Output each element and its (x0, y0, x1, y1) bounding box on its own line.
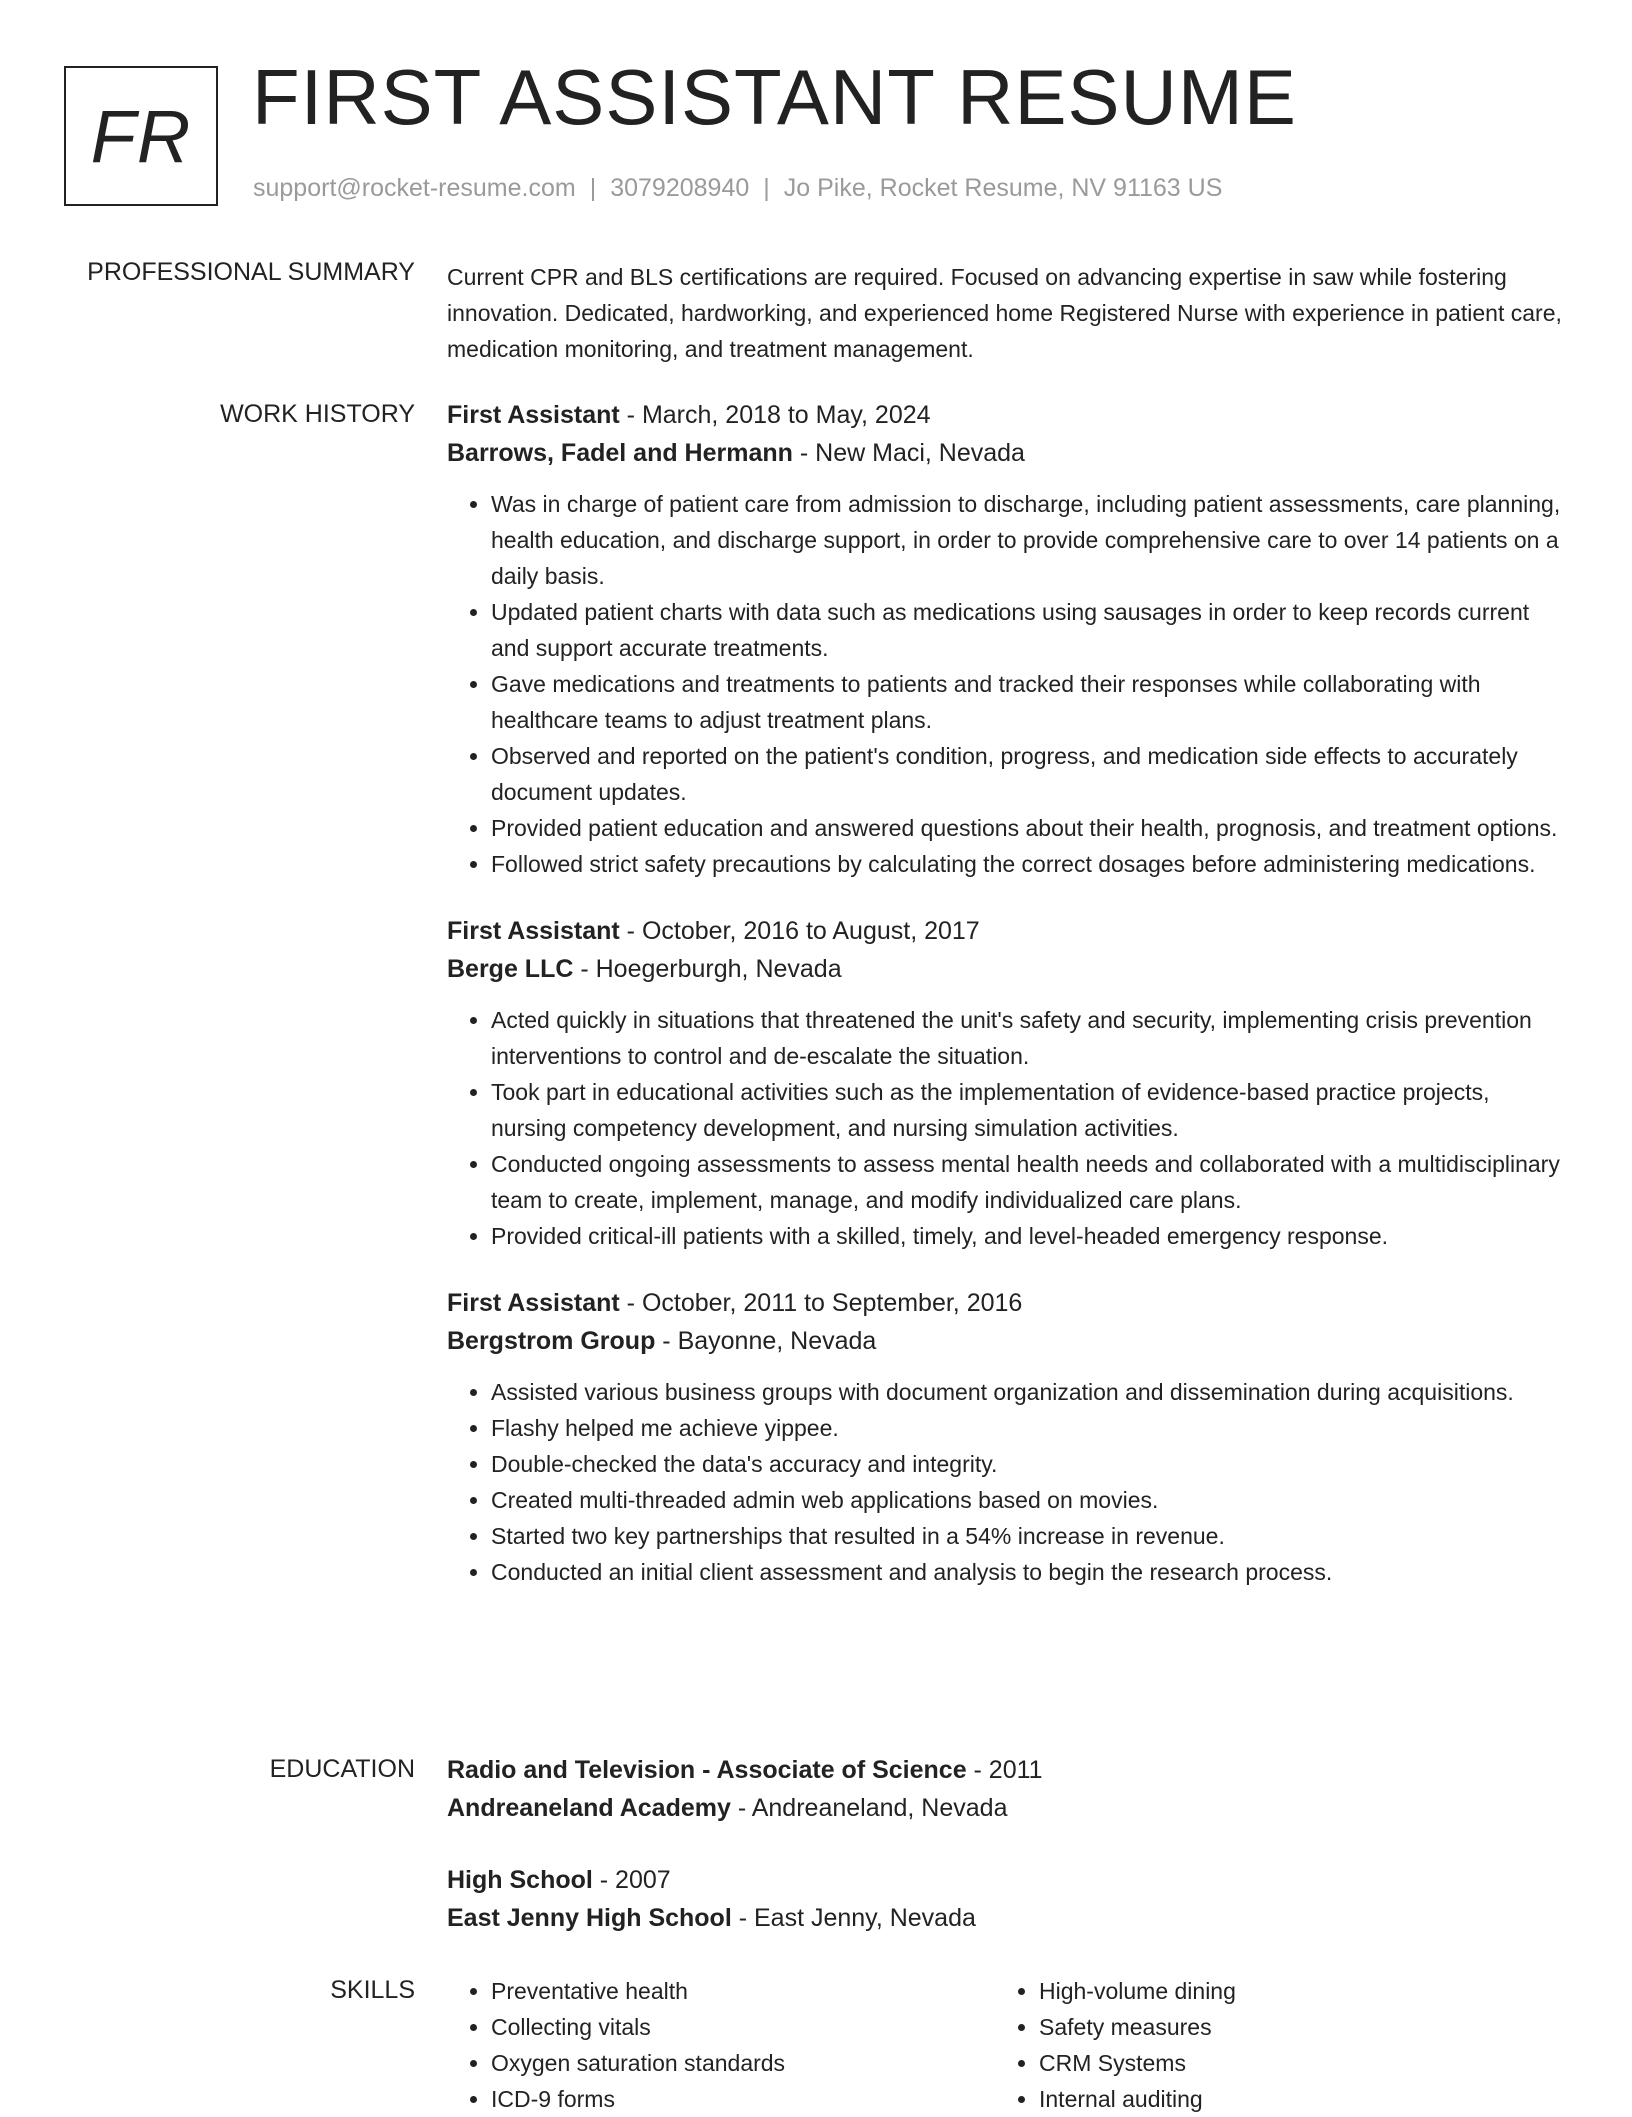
section-label-skills: SKILLS (330, 1976, 415, 2004)
job-company-line (447, 950, 1567, 988)
skill-item: • ICD-9 forms (491, 2081, 995, 2117)
summary-text: Current CPR and BLS certifications are required. Focused on advancing expertise in saw while fostering innovation. Dedicated, hardworking, and experienced home Registered Nurse with experience in patient care, medication monitoring, and treatment management. (447, 264, 1562, 362)
skill-item: • Oxygen saturation standards (491, 2045, 995, 2081)
job-bullet: • Assisted various business groups with document organization and dissemination during acquisitions. (491, 1374, 1567, 1410)
education-entry (447, 1751, 1567, 1827)
skill-item: • High-volume dining (1039, 1973, 1543, 2009)
education-year: - 2007 (592, 1866, 671, 1894)
job-bullet: • Was in charge of patient care from admission to discharge, including patient assessments, care planning, health education, and discharge support, in order to provide comprehensive care to over 14 patients on a daily basis. (491, 486, 1567, 594)
contact-separator: | (763, 174, 770, 202)
job-location: - Hoegerburgh, Nevada (573, 955, 842, 983)
job-location: - New Maci, Nevada (792, 439, 1025, 467)
job-bullet-list (447, 486, 1567, 882)
job-entry (447, 1284, 1567, 1590)
monogram-badge (64, 66, 218, 206)
skills-grid (447, 1973, 1567, 2117)
job-bullet: • Gave medications and treatments to patients and tracked their responses while collaborating with healthcare teams to adjust treatment plans. (491, 666, 1567, 738)
job-bullet: • Started two key partnerships that resulted in a 54% increase in revenue. (491, 1518, 1567, 1554)
education-location: - Andreaneland, Nevada (730, 1794, 1008, 1822)
education-location: - East Jenny, Nevada (731, 1904, 976, 1932)
job-bullet: • Double-checked the data's accuracy and integrity. (491, 1446, 1567, 1482)
work-history-list (447, 396, 1567, 1620)
resume-title: FIRST ASSISTANT RESUME (252, 53, 1297, 141)
job-company: Berge LLC (447, 955, 574, 983)
skill-item: • Preventative health (491, 1973, 995, 2009)
job-bullet: • Provided critical-ill patients with a skilled, timely, and level-headed emergency response. (491, 1218, 1567, 1254)
contact-separator: | (589, 174, 597, 202)
job-title-line (447, 1284, 1567, 1322)
education-degree-line (447, 1861, 1567, 1899)
job-bullet: • Conducted an initial client assessment and analysis to begin the research process. (491, 1554, 1567, 1590)
job-bullet: • Followed strict safety precautions by calculating the correct dosages before administering medications. (491, 846, 1567, 882)
contact-line (253, 174, 1222, 203)
job-bullet: • Updated patient charts with data such as medications using sausages in order to keep records current and support accurate treatments. (491, 594, 1567, 666)
section-label-education: EDUCATION (269, 1755, 415, 1783)
job-bullet: • Observed and reported on the patient's condition, progress, and medication side effects to accurately document updates. (491, 738, 1567, 810)
job-bullet-list (447, 1374, 1567, 1590)
education-school-line (447, 1789, 1567, 1827)
job-location: - Bayonne, Nevada (655, 1327, 877, 1355)
job-title: First Assistant (447, 917, 620, 945)
job-company-line (447, 1322, 1567, 1360)
job-company: Bergstrom Group (447, 1327, 656, 1355)
education-degree: Radio and Television - Associate of Science (447, 1756, 967, 1784)
education-entry (447, 1861, 1567, 1937)
education-school: Andreaneland Academy (447, 1794, 731, 1822)
section-label-summary: PROFESSIONAL SUMMARY (87, 258, 415, 286)
job-bullet: • Conducted ongoing assessments to assess mental health needs and collaborated with a multidisciplinary team to create, implement, manage, and modify individualized care plans. (491, 1146, 1567, 1218)
skill-item: • Collecting vitals (491, 2009, 995, 2045)
job-company-line (447, 434, 1567, 472)
section-label-work-history: WORK HISTORY (220, 400, 415, 428)
job-title: First Assistant (447, 1289, 620, 1317)
job-bullet: • Flashy helped me achieve yippee. (491, 1410, 1567, 1446)
job-bullet: • Acted quickly in situations that threatened the unit's safety and security, implementing crisis prevention interventions to control and de-escalate the situation. (491, 1002, 1567, 1074)
job-title: First Assistant (447, 401, 620, 429)
skills-column-left (447, 1973, 995, 2117)
education-year: - 2011 (966, 1756, 1043, 1784)
job-dates: - October, 2011 to September, 2016 (619, 1289, 1023, 1317)
job-dates: - October, 2016 to August, 2017 (619, 917, 980, 945)
job-title-line (447, 912, 1567, 950)
job-entry (447, 396, 1567, 882)
job-entry (447, 912, 1567, 1254)
job-company: Barrows, Fadel and Hermann (447, 439, 793, 467)
skill-item: • Safety measures (1039, 2009, 1543, 2045)
job-bullet-list (447, 1002, 1567, 1254)
job-dates: - March, 2018 to May, 2024 (619, 401, 931, 429)
skill-item: • CRM Systems (1039, 2045, 1543, 2081)
job-bullet: • Created multi-threaded admin web applications based on movies. (491, 1482, 1567, 1518)
job-bullet: • Took part in educational activities such as the implementation of evidence-based practice projects, nursing competency development, and nursing simulation activities. (491, 1074, 1567, 1146)
education-degree-line (447, 1751, 1567, 1789)
education-list (447, 1751, 1567, 1971)
education-degree: High School (447, 1866, 593, 1894)
contact-email[interactable]: support@rocket-resume.com (253, 174, 576, 202)
job-title-line (447, 396, 1567, 434)
education-school: East Jenny High School (447, 1904, 732, 1932)
contact-phone[interactable]: 3079208940 (610, 174, 750, 202)
contact-address: Jo Pike, Rocket Resume, NV 91163 US (783, 174, 1223, 202)
job-bullet: • Provided patient education and answered questions about their health, prognosis, and treatment options. (491, 810, 1567, 846)
skill-item: • Internal auditing (1039, 2081, 1543, 2117)
monogram-initials: FR (90, 94, 192, 178)
skills-column-right (995, 1973, 1543, 2117)
education-school-line (447, 1899, 1567, 1937)
